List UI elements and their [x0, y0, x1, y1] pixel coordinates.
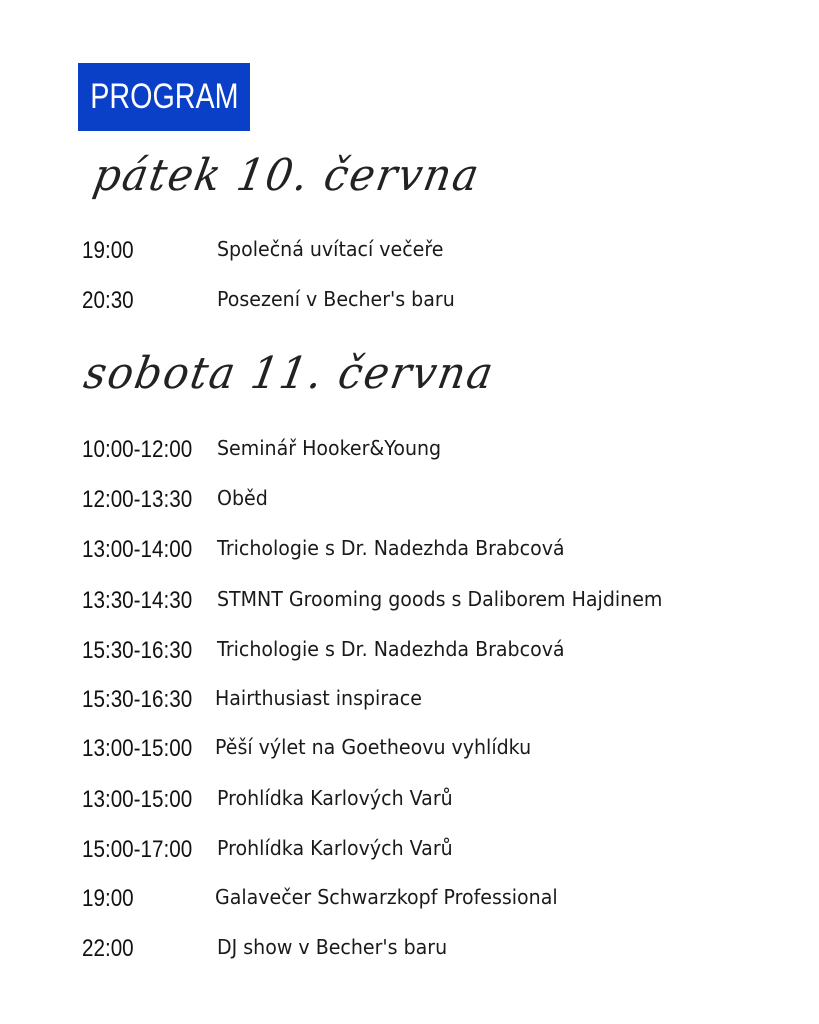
schedule-event: Trichologie s Dr. Nadezhda Brabcová — [217, 536, 565, 560]
schedule-time: 10:00-12:00 — [82, 436, 193, 463]
schedule-event: Prohlídka Karlových Varů — [217, 786, 453, 810]
schedule-row — [0, 885, 819, 925]
day-heading-friday: pátek 10. června — [89, 150, 485, 201]
schedule-row — [0, 836, 819, 876]
schedule-time: 19:00 — [82, 885, 134, 912]
schedule-row — [0, 587, 819, 627]
schedule-event: Seminář Hooker&Young — [217, 436, 442, 460]
schedule-event: Hairthusiast inspirace — [215, 686, 422, 710]
schedule-time: 13:00-14:00 — [82, 536, 193, 563]
schedule-time: 22:00 — [82, 935, 134, 962]
schedule-row — [0, 486, 819, 526]
schedule-time: 13:00-15:00 — [82, 735, 193, 762]
schedule-event: DJ show v Becher's baru — [217, 935, 448, 959]
schedule-event: Pěší výlet na Goetheovu vyhlídku — [215, 735, 532, 759]
schedule-row — [0, 735, 819, 775]
program-title: PROGRAM — [89, 77, 239, 116]
schedule-time: 15:00-17:00 — [82, 836, 193, 863]
schedule-row — [0, 436, 819, 476]
schedule-row — [0, 536, 819, 576]
schedule-time: 15:30-16:30 — [82, 637, 193, 664]
schedule-event: Trichologie s Dr. Nadezhda Brabcová — [217, 637, 565, 661]
program-badge — [78, 63, 250, 131]
schedule-time: 12:00-13:30 — [82, 486, 193, 513]
schedule-event: Prohlídka Karlových Varů — [217, 836, 453, 860]
schedule-event: Posezení v Becher's baru — [217, 287, 455, 311]
schedule-event: STMNT Grooming goods s Daliborem Hajdinem — [217, 587, 663, 611]
schedule-row — [0, 686, 819, 726]
schedule-event: Oběd — [217, 486, 268, 510]
schedule-row — [0, 287, 819, 327]
schedule-time: 19:00 — [82, 237, 134, 264]
schedule-row — [0, 935, 819, 975]
schedule-row — [0, 637, 819, 677]
schedule-time: 13:30-14:30 — [82, 587, 193, 614]
day-heading-saturday: sobota 11. června — [80, 348, 499, 399]
schedule-time: 15:30-16:30 — [82, 686, 193, 713]
schedule-time: 13:00-15:00 — [82, 786, 193, 813]
schedule-time: 20:30 — [82, 287, 134, 314]
schedule-event: Galavečer Schwarzkopf Professional — [215, 885, 558, 909]
schedule-row — [0, 237, 819, 277]
schedule-event: Společná uvítací večeře — [217, 237, 444, 261]
schedule-row — [0, 786, 819, 826]
